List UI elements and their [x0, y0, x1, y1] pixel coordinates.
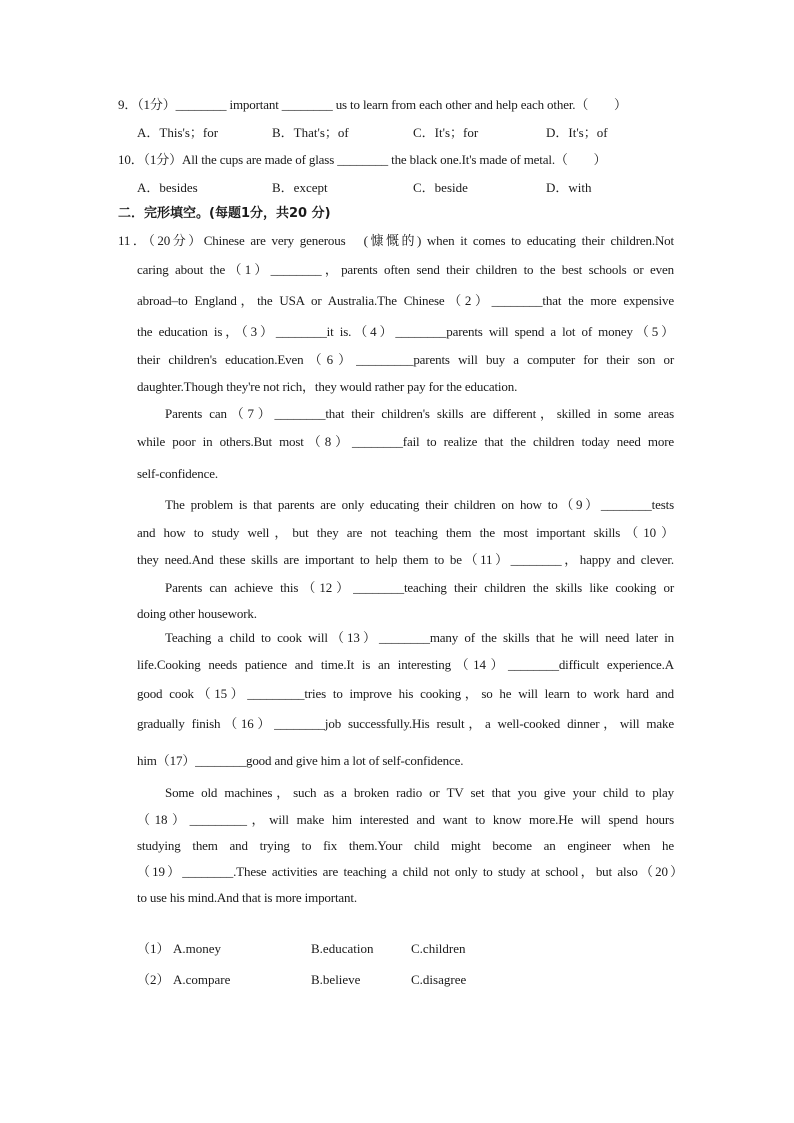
answer-1-option-b[interactable]: B.education: [311, 941, 374, 956]
passage-line: the education is，（3）________it is.（4）________parents will spend a lot of money（5）: [137, 324, 674, 339]
passage-line: Parents can achieve this（12）________teaching their children the skills like cooking or: [165, 580, 674, 595]
passage-line: daughter.Though they're not rich，they would rather pay for the education.: [137, 379, 518, 394]
answer-1-option-c[interactable]: C.children: [411, 941, 466, 956]
q10-option-a[interactable]: A．besides: [137, 180, 198, 195]
passage-line: doing other housework.: [137, 606, 257, 621]
passage-line: Parents can（7）________that their children's skills are different，skilled in some areas: [165, 406, 674, 421]
passage-line: gradually finish（16）________job successfully.His result，a well-cooked dinner，will make: [137, 716, 674, 731]
answer-2-number: （2）: [137, 972, 170, 987]
passage-line: self-confidence.: [137, 466, 218, 481]
q10-option-c[interactable]: C．beside: [413, 180, 468, 195]
passage-line: The problem is that parents are only educating their children on how to（9）________tests: [165, 497, 674, 512]
passage-line: abroad–to England，the USA or Australia.The Chinese（2）________that the more expensive: [137, 293, 674, 308]
passage-line: （19）________.These activities are teaching a child not only to study at school，but also（20）: [137, 864, 683, 879]
passage-line: Teaching a child to cook will（13）________many of the skills that he will need later in: [165, 630, 674, 645]
passage-line: life.Cooking needs patience and time.It is an interesting（14）________difficult experience.A: [137, 657, 674, 672]
passage-line: him（17）________good and give him a lot of self-confidence.: [137, 753, 464, 768]
section-2-title: 二．完形填空。(每题1分，共20 分): [118, 206, 331, 221]
q9-option-c[interactable]: C．It's；for: [413, 125, 479, 140]
passage-line: （18）_________，will make him interested and want to know more.He will spend hours: [137, 812, 674, 827]
answer-2-option-a[interactable]: A.compare: [173, 972, 231, 987]
passage-line: studying them and trying to fix them.Your child might become an engineer when he: [137, 838, 674, 853]
answer-2-option-b[interactable]: B.believe: [311, 972, 361, 987]
q10-option-b[interactable]: B．except: [272, 180, 328, 195]
question-9-stem: 9．（1分）________ important ________ us to learn from each other and help each other.（ ）: [118, 97, 627, 112]
passage-line: to use his mind.And that is more important.: [137, 890, 357, 905]
passage-line: they need.And these skills are important to help them to be（11）________，happy and clever.: [137, 552, 674, 567]
passage-line: while poor in others.But most（8）________fail to realize that the children today need more: [137, 434, 674, 449]
q9-option-b[interactable]: B．That's；of: [272, 125, 349, 140]
passage-line: their children's education.Even（6）_________parents will buy a computer for their son or: [137, 352, 674, 367]
passage-line: 11．（20分）Chinese are very generous (慷慨的) when it comes to educating their children.Not: [118, 233, 674, 248]
answer-2-option-c[interactable]: C.disagree: [411, 972, 467, 987]
q9-option-d[interactable]: D．It's；of: [546, 125, 608, 140]
passage-line: caring about the（1）________，parents often send their children to the best schools or even: [137, 262, 674, 277]
passage-line: good cook（15）_________tries to improve his cooking，so he will learn to work hard and: [137, 686, 674, 701]
question-10-stem: 10．（1分）All the cups are made of glass ________ the black one.It's made of metal.（ ）: [118, 152, 607, 167]
q10-option-d[interactable]: D．with: [546, 180, 592, 195]
passage-line: and how to study well，but they are not teaching them the most important skills（10）: [137, 525, 674, 540]
passage-line: Some old machines，such as a broken radio or TV set that you give your child to play: [165, 785, 674, 800]
answer-1-option-a[interactable]: A.money: [173, 941, 222, 956]
q9-option-a[interactable]: A．This's；for: [137, 125, 219, 140]
answer-1-number: （1）: [137, 941, 170, 956]
